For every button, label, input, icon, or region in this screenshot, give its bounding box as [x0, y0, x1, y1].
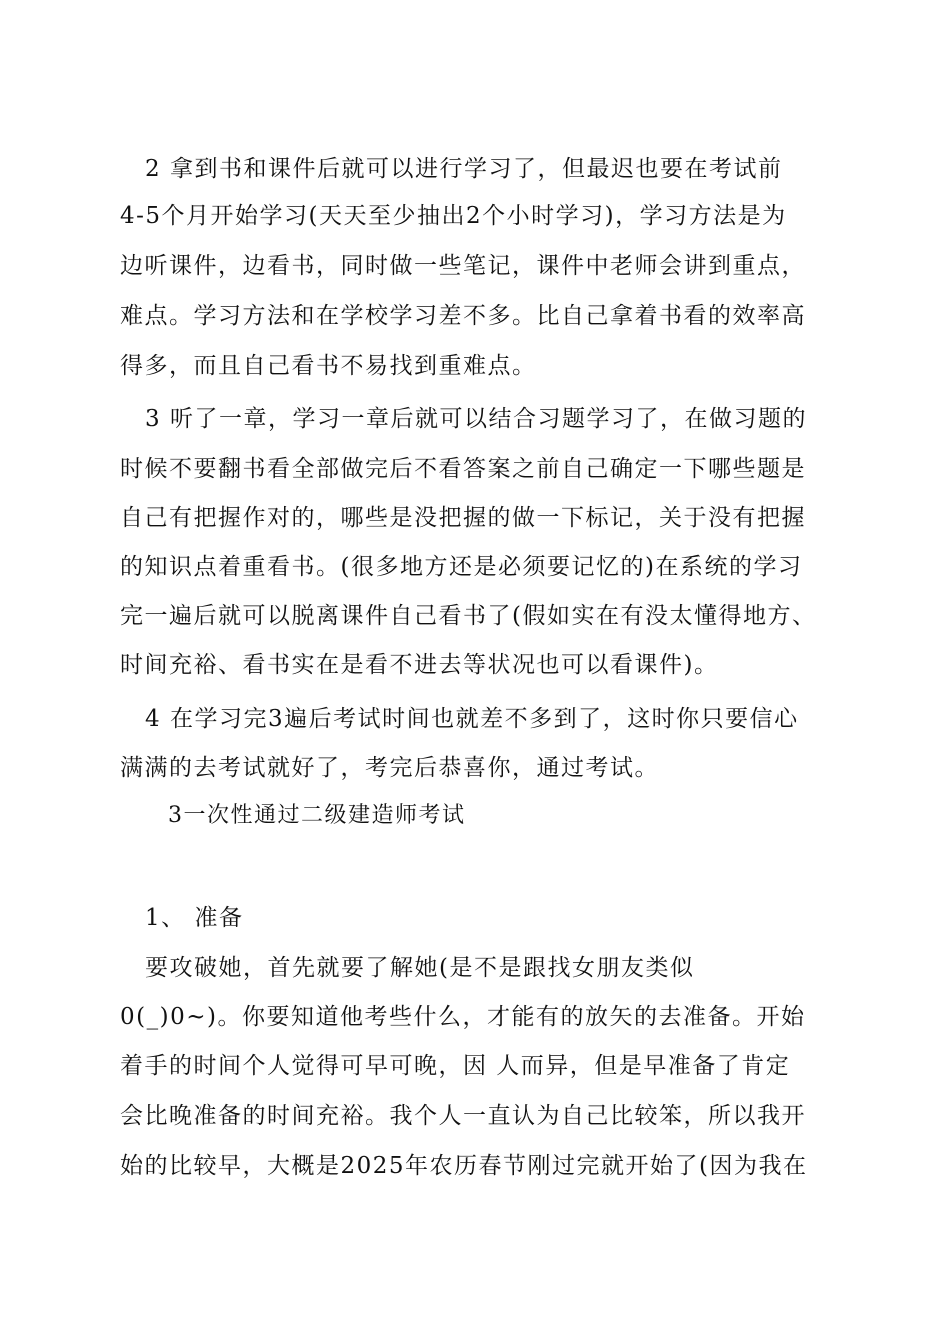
- subsection-heading-prepare: 1、 准备: [145, 905, 244, 931]
- paragraph-2-line-2: 4-5个月开始学习(天天至少抽出2个小时学习)，学习方法是为: [120, 203, 787, 229]
- paragraph-prepare-line-2: 0(_)0~)。你要知道他考些什么，才能有的放矢的去准备。开始: [120, 1004, 806, 1030]
- paragraph-prepare-line-5: 始的比较早，大概是2025年农历春节刚过完就开始了(因为我在: [120, 1153, 808, 1179]
- paragraph-prepare-line-3: 着手的时间个人觉得可早可晚，因 人而异，但是早准备了肯定: [120, 1053, 791, 1079]
- paragraph-2-line-1: 2 拿到书和课件后就可以进行学习了，但最迟也要在考试前: [145, 156, 783, 182]
- paragraph-3-line-5: 完一遍后就可以脱离课件自己看书了(假如实在有没太懂得地方、: [120, 603, 817, 629]
- paragraph-3-line-2: 时候不要翻书看全部做完后不看答案之前自己确定一下哪些题是: [120, 456, 806, 482]
- paragraph-2-line-5: 得多，而且自己看书不易找到重难点。: [120, 353, 537, 379]
- paragraph-3-line-6: 时间充裕、看书实在是看不进去等状况也可以看课件)。: [120, 652, 719, 678]
- paragraph-3-line-3: 自己有把握作对的，哪些是没把握的做一下标记，关于没有把握: [120, 505, 806, 531]
- paragraph-2-line-4: 难点。学习方法和在学校学习差不多。比自己拿着书看的效率高: [120, 303, 806, 329]
- paragraph-4-line-1: 4 在学习完3遍后考试时间也就差不多到了，这时你只要信心: [145, 706, 799, 732]
- paragraph-3-line-4: 的知识点着重看书。(很多地方还是必须要记忆的)在系统的学习: [120, 554, 803, 580]
- paragraph-3-line-1: 3 听了一章，学习一章后就可以结合习题学习了，在做习题的: [145, 406, 807, 432]
- paragraph-2-line-3: 边听课件，边看书，同时做一些笔记，课件中老师会讲到重点，: [120, 253, 806, 279]
- paragraph-prepare-line-1: 要攻破她，首先就要了解她(是不是跟找女朋友类似: [145, 955, 695, 981]
- section-heading: 3一次性通过二级建造师考试: [168, 803, 466, 828]
- paragraph-4-line-2: 满满的去考试就好了，考完后恭喜你，通过考试。: [120, 755, 659, 781]
- paragraph-prepare-line-4: 会比晚准备的时间充裕。我个人一直认为自己比较笨，所以我开: [120, 1103, 806, 1129]
